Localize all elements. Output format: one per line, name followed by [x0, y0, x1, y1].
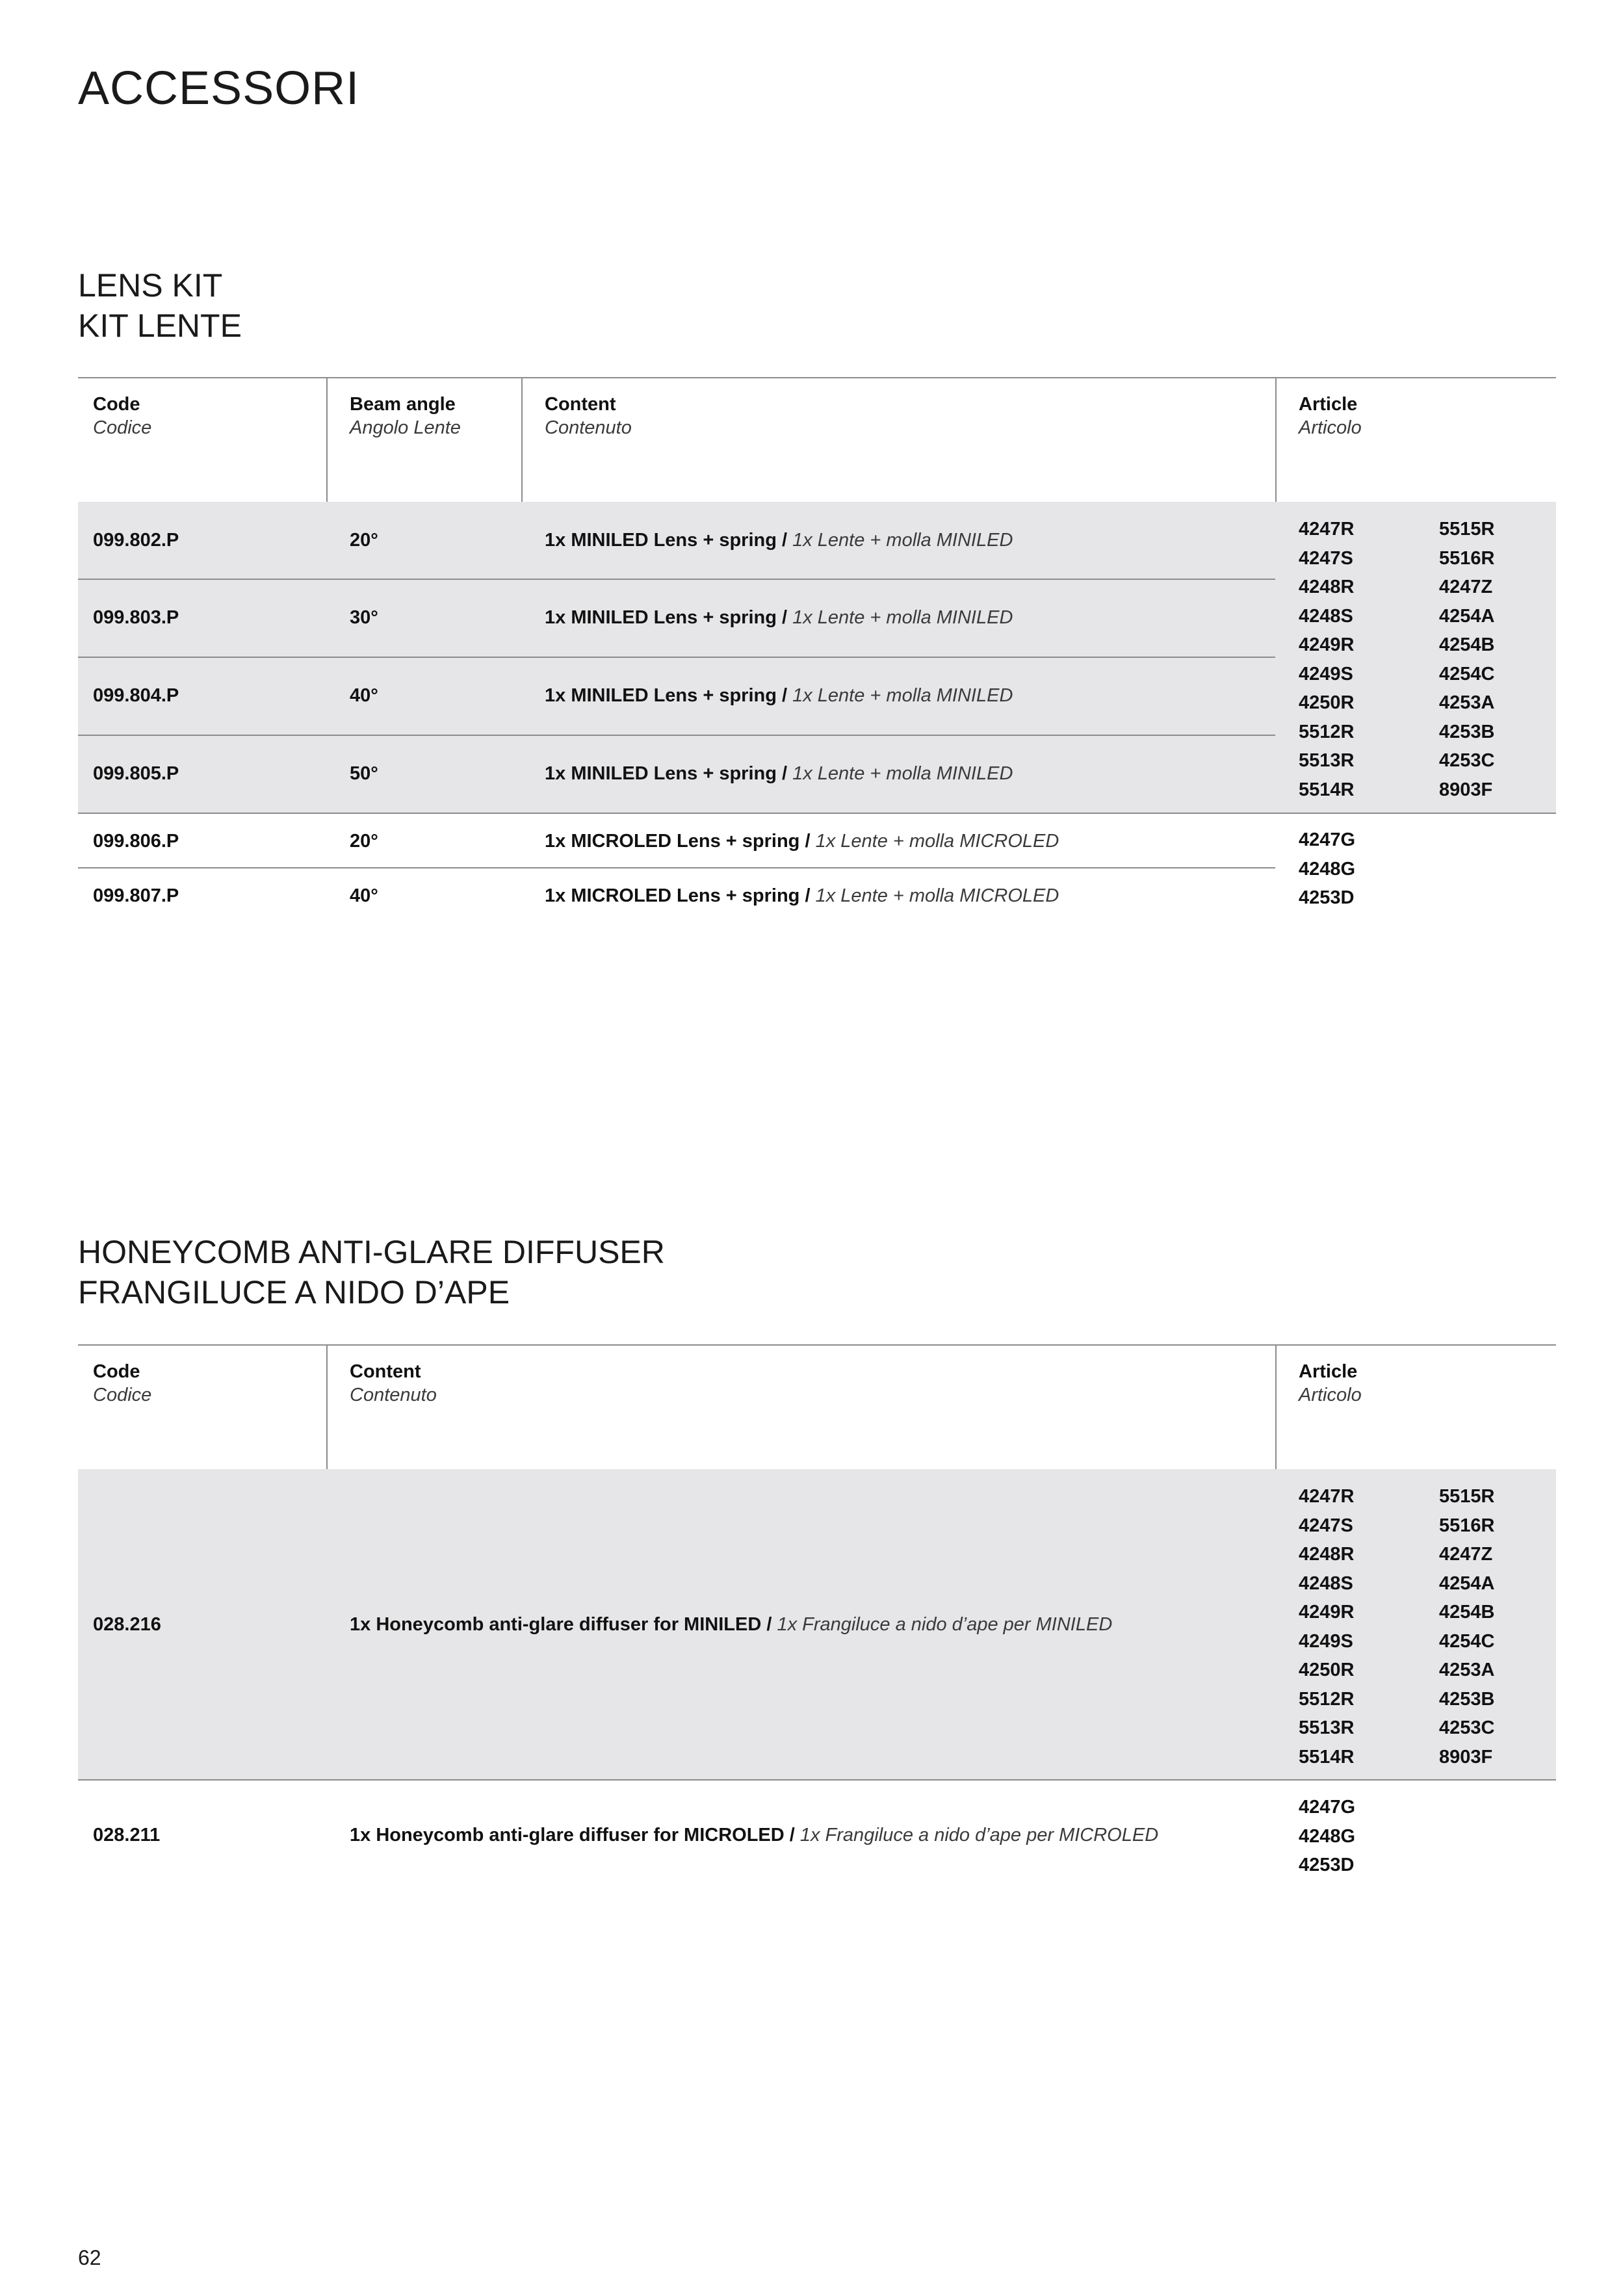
header-beam-angle: Beam angle Angolo Lente: [350, 394, 461, 438]
article-list-miniled-col2: 5515R 5516R 4247Z 4254A 4254B 4254C 4253A 4253B 4253C 8903F: [1439, 1486, 1495, 1768]
row-divider: [78, 735, 1275, 736]
table-row-content: 1x MINILED Lens + spring / 1x Lente + molla MINILED: [545, 685, 1013, 706]
group-divider: [78, 1779, 1556, 1781]
table-row-content: 1x MINILED Lens + spring / 1x Lente + molla MINILED: [545, 763, 1013, 784]
honeycomb-title-it: FRANGILUCE A NIDO D’APE: [78, 1274, 510, 1311]
page-number: 62: [78, 2246, 101, 2269]
table-row-beam: 20°: [350, 530, 378, 551]
article-list-miniled-col1: 4247R 4247S 4248R 4248S 4249R 4249S 4250R 5512R 5513R 5514R: [1299, 1486, 1355, 1768]
table-top-rule: [78, 377, 1556, 378]
article-list-miniled-col2: 5515R 5516R 4247Z 4254A 4254B 4254C 4253A 4253B 4253C 8903F: [1439, 519, 1495, 800]
honeycomb-title-en: HONEYCOMB ANTI-GLARE DIFFUSER: [78, 1234, 665, 1270]
header-divider: [326, 377, 328, 502]
header-code: Code Codice: [93, 1361, 152, 1405]
header-divider: [1275, 1344, 1277, 1469]
article-list-microled: 4247G 4248G 4253D: [1299, 829, 1356, 908]
table-row-content: 1x MINILED Lens + spring / 1x Lente + molla MINILED: [545, 607, 1013, 628]
table-row-code: 099.807.P: [93, 885, 179, 906]
table-row-beam: 40°: [350, 685, 378, 706]
table-top-rule: [78, 1344, 1556, 1346]
table-row-content: 1x Honeycomb anti-glare diffuser for MICROLED / 1x Frangiluce a nido d’ape per MICROLED: [350, 1825, 1159, 1846]
lens-kit-title-it: KIT LENTE: [78, 307, 242, 344]
table-row-code: 099.806.P: [93, 831, 179, 852]
table-row-code: 028.216: [93, 1614, 161, 1635]
header-divider: [326, 1344, 328, 1469]
lens-kit-title: [78, 265, 242, 346]
table-row-content: 1x Honeycomb anti-glare diffuser for MINILED / 1x Frangiluce a nido d’ape per MINILED: [350, 1614, 1113, 1635]
table-row-beam: 20°: [350, 831, 378, 852]
page-title: ACCESSORI: [78, 62, 360, 114]
table-row-beam: 30°: [350, 607, 378, 628]
table-row-code: 099.802.P: [93, 530, 179, 551]
header-divider: [521, 377, 523, 502]
table-row-code: 099.804.P: [93, 685, 179, 706]
table-row-code: 028.211: [93, 1825, 161, 1846]
group-divider: [78, 813, 1556, 814]
lens-kit-table: [78, 377, 1556, 917]
table-row-content: 1x MINILED Lens + spring / 1x Lente + molla MINILED: [545, 530, 1013, 551]
article-list-miniled-col1: 4247R 4247S 4248R 4248S 4249R 4249S 4250R 5512R 5513R 5514R: [1299, 519, 1355, 800]
header-content: Content Contenuto: [350, 1361, 437, 1405]
lens-kit-title-en: LENS KIT: [78, 267, 223, 304]
honeycomb-title: [78, 1232, 665, 1312]
header-article: Article Articolo: [1299, 394, 1362, 438]
header-article: Article Articolo: [1299, 1361, 1362, 1405]
table-row-content: 1x MICROLED Lens + spring / 1x Lente + molla MICROLED: [545, 831, 1059, 852]
table-row-code: 099.805.P: [93, 763, 179, 784]
row-divider: [78, 579, 1275, 580]
table-row-code: 099.803.P: [93, 607, 179, 628]
table-row-beam: 50°: [350, 763, 378, 784]
table-row-beam: 40°: [350, 885, 378, 906]
row-divider: [78, 657, 1275, 658]
header-divider: [1275, 377, 1277, 502]
table-row-content: 1x MICROLED Lens + spring / 1x Lente + molla MICROLED: [545, 885, 1059, 906]
header-content: Content Contenuto: [545, 394, 632, 438]
header-code: Code Codice: [93, 394, 152, 438]
article-list-microled: 4247G 4248G 4253D: [1299, 1797, 1356, 1875]
honeycomb-table: [78, 1344, 1556, 1897]
row-divider: [78, 867, 1275, 868]
